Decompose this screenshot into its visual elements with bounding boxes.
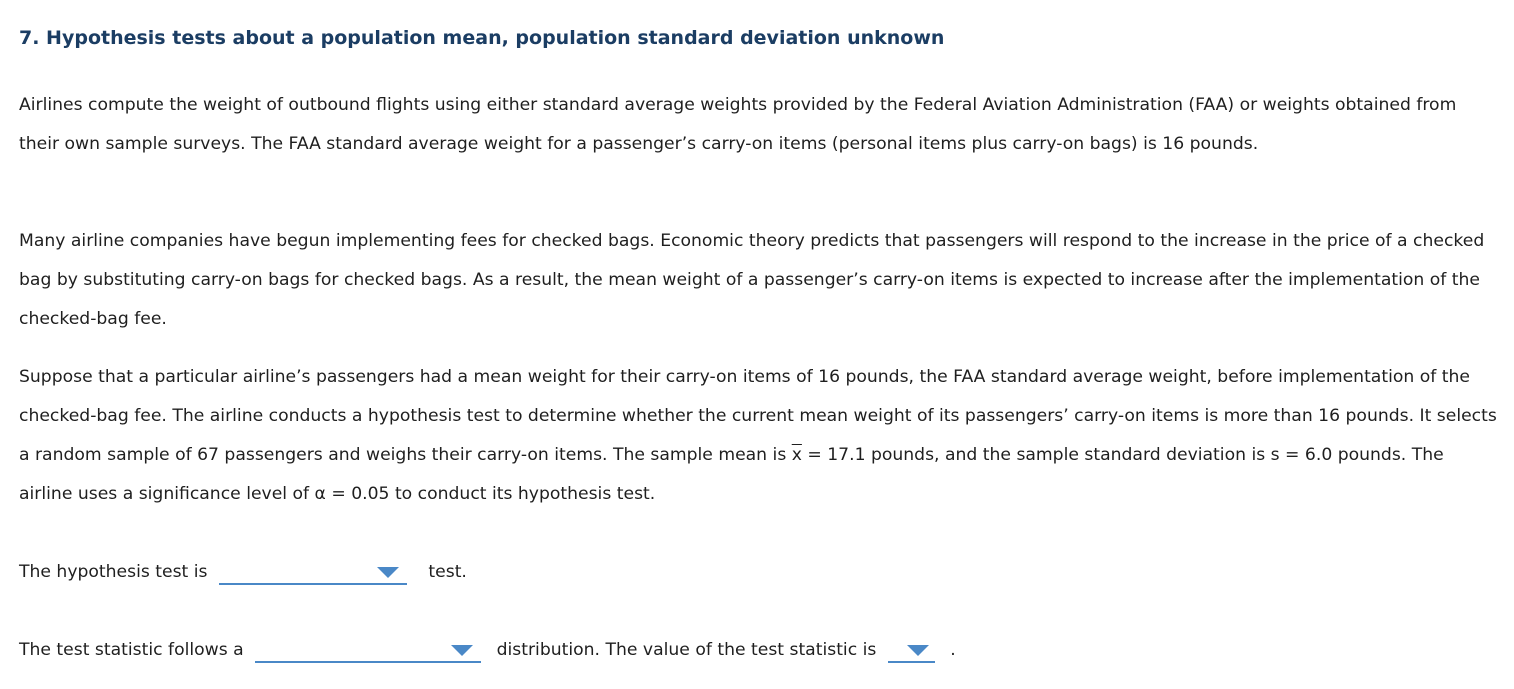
paragraph-test-setup <box>19 358 1497 514</box>
question-test-type-prefix: The hypothesis test is <box>19 562 208 582</box>
distribution-dropdown[interactable] <box>255 637 481 663</box>
question-test-statistic <box>19 637 956 663</box>
caret-down-icon <box>377 567 399 578</box>
question-test-type <box>19 559 467 585</box>
paragraph-faa-weights: Airlines compute the weight of outbound flights using either standard average weights provided by the Federal Aviation Administration (FAA) or weights obtained from their own sample surveys. The FAA standard average weight for a passenger’s carry-on items (personal items plus carry-on bags) is 16 pounds. <box>19 95 1457 154</box>
paragraph-economic-theory: Many airline companies have begun implementing fees for checked bags. Economic theory predicts that passengers will respond to the increase in the price of a checked bag by substituting carry-on bags for checked bags. As a result, the mean weight of a passenger’s carry-on items is expected to increase after the implementation of the checked-bag fee. <box>19 231 1485 329</box>
xbar-symbol: $\overline{x}$ <box>791 445 802 465</box>
caret-down-icon <box>907 645 929 656</box>
setup-text-before-xbar: Suppose that a particular airline’s passengers had a mean weight for their carry-on items of 16 pounds, the FAA standard average weight, before implementation of the checked-bag fee. The airline conducts a hypothesis test to determine whether the current mean weight of its passengers’ carry-on items is more than 16 pounds. It selects a random sample of 67 passengers and weighs their carry-on items. The sample mean is <box>19 367 1497 465</box>
caret-down-icon <box>451 645 473 656</box>
question-statistic-middle: distribution. The value of the test statistic is <box>496 640 877 660</box>
question-statistic-suffix: . <box>950 640 956 660</box>
test-type-dropdown[interactable] <box>219 559 407 585</box>
question-statistic-prefix: The test statistic follows a <box>19 640 244 660</box>
question-test-type-suffix: test. <box>428 562 467 582</box>
page-title: 7. Hypothesis tests about a population mean, population standard deviation unknown <box>19 27 945 49</box>
statistic-value-dropdown[interactable] <box>888 637 935 663</box>
setup-text-after-xbar: = 17.1 pounds, and the sample standard deviation is s = 6.0 pounds. The airline uses a significance level of α = 0.05 to conduct its hypothesis test. <box>19 445 1444 504</box>
